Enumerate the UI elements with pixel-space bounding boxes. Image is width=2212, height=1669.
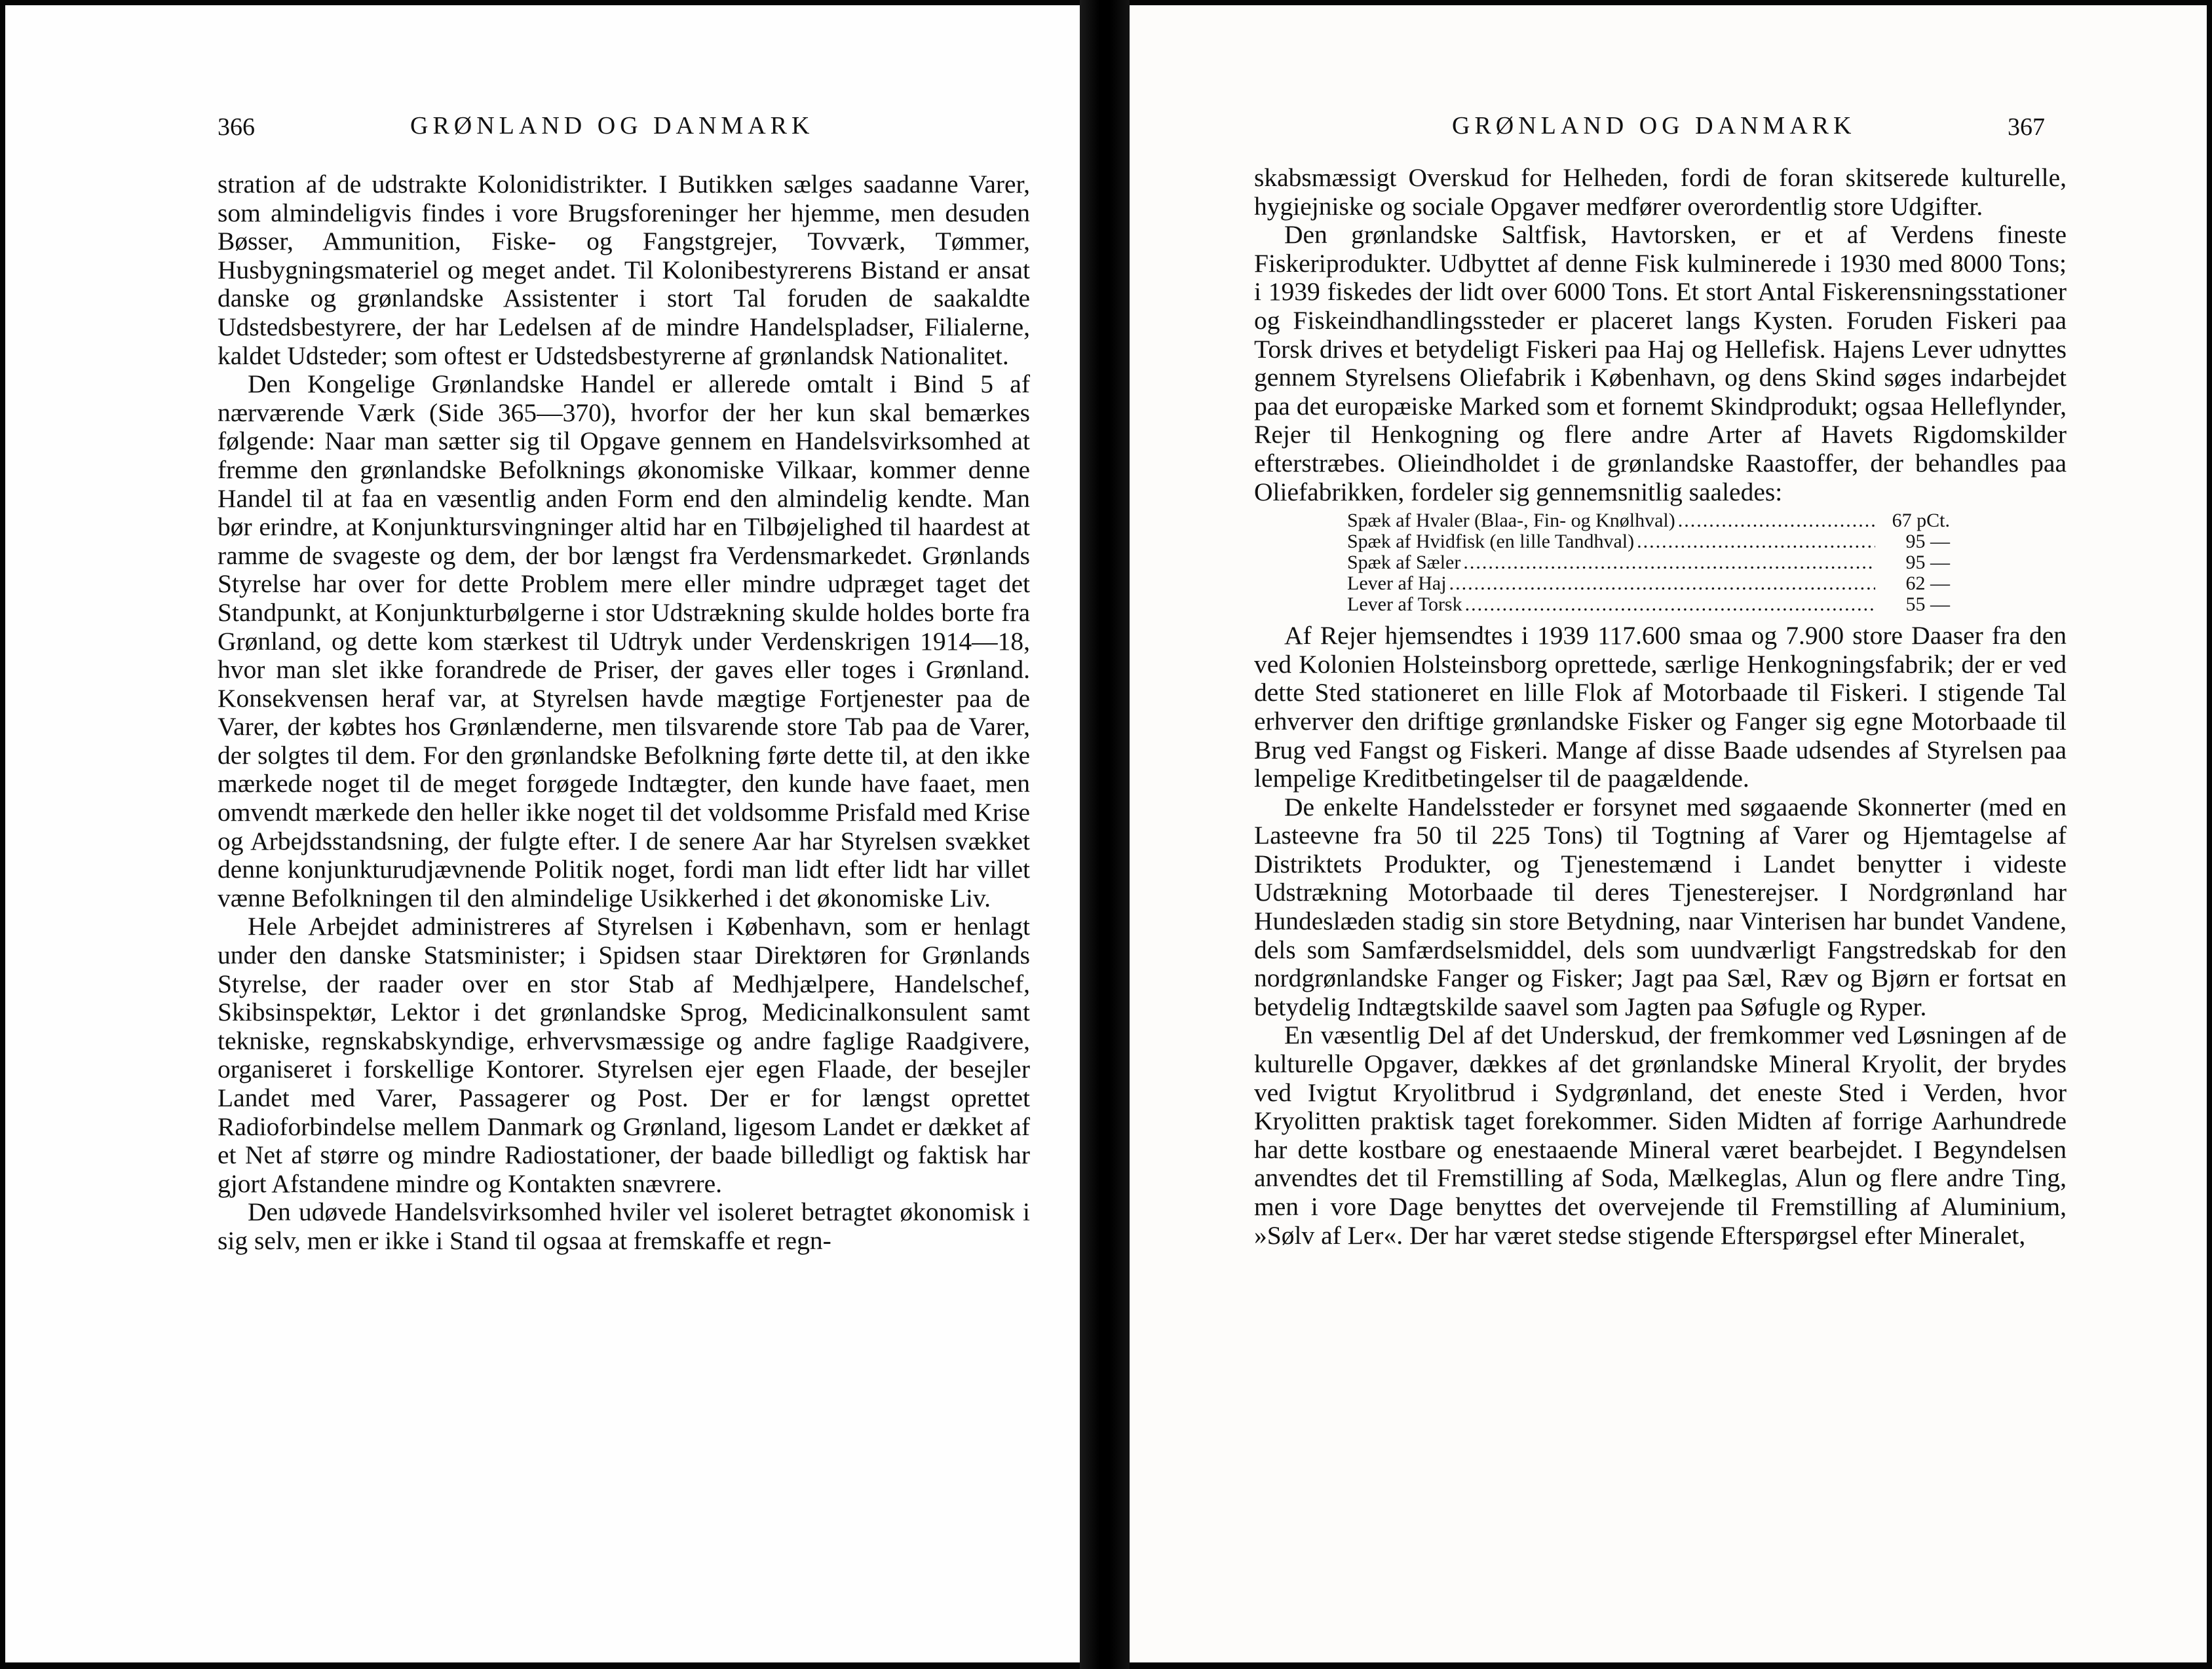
table-row-value: 95 —	[1905, 552, 1950, 574]
paragraph: En væsentlig Del af det Underskud, der fremkommer ved Løsningen af de kulturelle Opgaver, dækkes af det grønlandske Mineral Kryolit, der brydes ved Ivigtut Kryolitbrud i Sydgrønland, det eneste Sted i Verden, hvor Kryolitten praktisk taget forekommer. Siden Midten af forrige Aarhundrede har dette kostbare og enestaaende Mineral været bearbejdet. I Begyndelsen anvendtes det til Fremstilling af Soda, Mælkeglas, Alun og flere andre Ting, men i vore Dage benyttes det overvejende til Fremstilling af Aluminium, »Sølv af Ler«. Der har været stedse stigende Efterspørgsel efter Mineralet,	[1254, 1021, 2067, 1250]
leader-dots	[1465, 594, 1875, 615]
leader-dots	[1678, 510, 1875, 531]
leader-dots	[1637, 531, 1875, 552]
table-row-label: Spæk af Hvidfisk (en lille Tandhval)	[1347, 531, 1635, 553]
page-number-right: 367	[2008, 113, 2045, 141]
right-page-text	[1254, 164, 2067, 1250]
table-row-label: Lever af Haj	[1347, 572, 1447, 595]
table-row-value: 55 —	[1905, 593, 1950, 616]
paragraph: De enkelte Handelssteder er forsynet med søgaaende Skonnerter (med en Lasteevne fra 50 til 225 Tons) til Togtning af Varer og Hjemtagelse af Distriktets Produkter, og Tjenestemænd i Landet benytter i videste Udstrækning Motorbaade til deres Tjenesterejser. I Nordgrønland har Hundeslæden stadig sin store Betydning, naar Vinterisen har bundet Vandene, dels som Samfærdselsmiddel, dels som uundværligt Fangstredskab for den nordgrønlandske Fanger og Fisker; Jagt paa Sæl, Ræv og Bjørn er fortsat en betydelig Indtægtskilde saavel som Jagten paa Søfugle og Ryper.	[1254, 792, 2067, 1021]
table-row	[1347, 510, 1950, 531]
book-gutter	[1080, 0, 1130, 1669]
leader-dots	[1463, 552, 1875, 573]
table-row	[1347, 573, 1950, 594]
oil-content-table	[1347, 510, 1950, 615]
paragraph: Hele Arbejdet administreres af Styrelsen i København, som er henlagt under den danske Statsminister; i Spidsen staar Direktøren for Grønlands Styrelse, der raader over en stor Stab af Medhjælpere, Handelschef, Skibsinspektør, Lektor i det grønlandske Sprog, Medicinalkonsulent samt tekniske, regnskabskyndige, erhvervsmæssige og andre faglige Raadgivere, organiseret i forskellige Kontorer. Styrelsen ejer egen Flaade, der besejler Landet med Varer, Passagerer og Post. Der er for længst oprettet Radioforbindelse mellem Danmark og Grønland, ligesom Landet er dækket af et Net af større og mindre Radiostationer, der baade billedligt og faktisk har gjort Afstandene mindre og Kontakten snævrere.	[218, 912, 1030, 1198]
table-row-label: Spæk af Sæler	[1347, 552, 1461, 574]
page-number-left: 366	[218, 113, 255, 141]
paragraph: skabsmæssigt Overskud for Helheden, fordi de foran skitserede kulturelle, hygiejniske og sociale Opgaver medfører overordentlig store Udgifter.	[1254, 163, 2067, 221]
paragraph: Den Kongelige Grønlandske Handel er allerede omtalt i Bind 5 af nærværende Værk (Side 365—370), hvorfor der her kun skal bemærkes følgende: Naar man sætter sig til Opgave gennem en Handelsvirksomhed at fremme den grønlandske Befolknings økonomiske Vilkaar, kommer denne Handel til at faa en væsentlig anden Form end den almindelig kendte. Man bør erindre, at Konjunktursvingninger altid har en Tilbøjelighed til haardest at ramme de svageste og dem, der bor længst fra Verdensmarkedet. Grønlands Styrelse har over for dette Problem mere eller mindre udpræget taget det Standpunkt, at Konjunkturbølgerne i stor Udstrækning skulde holdes borte fra Grønland, og dette kom stærkest til Udtryk under Verdenskrigen 1914—18, hvor man slet ikke forandrede de Priser, der gaves eller toges i Grønland. Konsekvensen heraf var, at Styrelsen havde mægtige Fortjenester paa de Varer, der købtes hos Grønlænderne, men tilsvarende store Tab paa de Varer, der solgtes til dem. For den grønlandske Befolkning førte dette til, at den ikke mærkede noget til de meget forøgede Indtægter, den kunde have faaet, men omvendt mærkede den heller ikke noget til det voldsomme Prisfald med Krise og Arbejdsstandsning, der fulgte efter. I de senere Aar har Styrelsen svækket denne konjunkturudjævnende Politik noget, fordi man lidt efter lidt har villet vænne Befolkningen til den almindelige Usikkerhed i det økonomiske Liv.	[218, 369, 1030, 912]
table-row-value: 67 pCt.	[1892, 510, 1950, 532]
table-row	[1347, 531, 1950, 552]
paragraph: Af Rejer hjemsendtes i 1939 117.600 smaa og 7.900 store Daaser fra den ved Kolonien Holsteinsborg oprettede, særlige Henkogningsfabrik; der er ved dette Sted stationeret en lille Flok af Motorbaade til Fiskeri. I stigende Tal erhverver den driftige grønlandske Fisker og Fanger sig egne Motorbaade til Brug ved Fangst og Fiskeri. Mange af disse Baade udsendes af Styrelsen paa lempelige Kreditbetingelser til de paagældende.	[1254, 621, 2067, 793]
table-row-value: 95 —	[1905, 531, 1950, 553]
running-head-left: GRØNLAND OG DANMARK	[410, 112, 814, 140]
table-row	[1347, 594, 1950, 615]
paragraph: Den grønlandske Saltfisk, Havtorsken, er et af Verdens fineste Fiskeriprodukter. Udbyttet af denne Fisk kulminerede i 1930 med 8000 Tons; i 1939 fiskedes der lidt over 6000 Tons. Et stort Antal Fiskerensningsstationer og Fiskeindhandlingssteder er placeret langs Kysten. Foruden Fiskeri paa Torsk drives et betydeligt Fiskeri paa Haj og Hellefisk. Hajens Lever udnyttes gennem Styrelsens Oliefabrik i København, og dens Skind søges indarbejdet paa det europæiske Marked som et fornemt Skindprodukt; ogsaa Helleflynder, Rejer til Henkogning og flere andre Arter af Havets Rigdomskilder efterstræbes. Olieindholdet i de grønlandske Raastoffer, der behandles paa Oliefabrikken, fordeler sig gennemsnitlig saaledes:	[1254, 220, 2067, 506]
running-head-right: GRØNLAND OG DANMARK	[1452, 112, 1856, 140]
leader-dots	[1449, 573, 1875, 594]
table-row-label: Lever af Torsk	[1347, 593, 1462, 616]
table-row	[1347, 552, 1950, 573]
table-row-value: 62 —	[1905, 572, 1950, 595]
left-page-text	[218, 170, 1030, 1256]
paragraph: stration af de udstrakte Kolonidistrikter. I Butikken sælges saadanne Varer, som almindeligvis findes i vore Brugsforeninger her hjemme, men desuden Bøsser, Ammunition, Fiske- og Fangstgrejer, Tovværk, Tømmer, Husbygningsmateriel og meget andet. Til Kolonibestyrerens Bistand er ansat danske og grønlandske Assistenter i stort Tal foruden de saakaldte Udstedsbestyrere, der har Ledelsen af de mindre Handelspladser, Filialerne, kaldet Udsteder; som oftest er Udstedsbestyrerne af grønlandsk Nationalitet.	[218, 170, 1030, 370]
table-row-label: Spæk af Hvaler (Blaa-, Fin- og Knølhval)	[1347, 510, 1675, 532]
left-page	[5, 5, 1080, 1662]
right-page	[1130, 5, 2207, 1662]
paragraph: Den udøvede Handelsvirksomhed hviler vel isoleret betragtet økonomisk i sig selv, men er ikke i Stand til ogsaa at fremskaffe et regn-	[218, 1197, 1030, 1255]
